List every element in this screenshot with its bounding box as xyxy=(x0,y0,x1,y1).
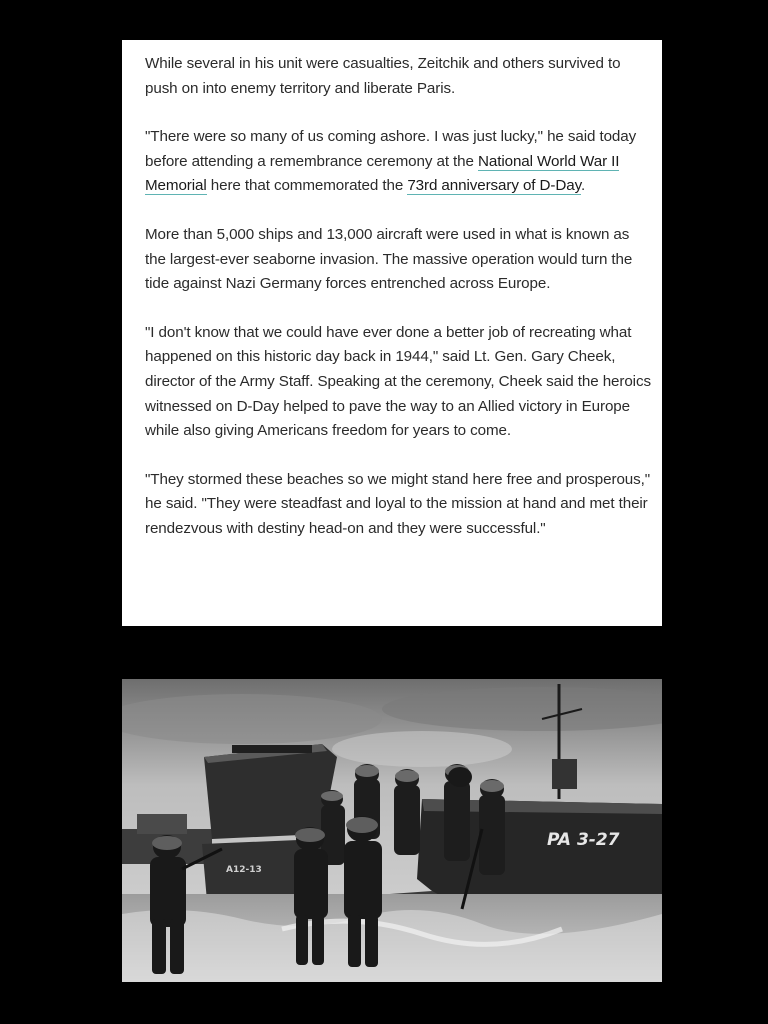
paragraph-4: "I don't know that we could have ever done a better job of recreating what happened on this historic day back in 1944," said Lt. Gen. Gary Cheek, director of the Army Staff. Speaking at the ceremony, Cheek said the heroics witnessed on D-Day helped to pave the way to an Allied victory in Europe while also giving Americans freedom for years to come. xyxy=(145,323,651,440)
article-card xyxy=(122,40,662,626)
paragraph-2-text-a: "There were so many of us coming ashore. I was just lucky," he said today before attending a remembrance ceremony at the xyxy=(145,128,637,170)
paragraph-2-text-c: . xyxy=(580,177,586,195)
paragraph-1: While several in his unit were casualties, Zeitchik and others survived to push on into enemy territory and liberate Paris. xyxy=(145,55,621,97)
dday-landing-illustration xyxy=(122,679,662,982)
paragraph-2 xyxy=(145,125,652,199)
link-national-ww2-memorial[interactable]: National World War II Memorial xyxy=(145,152,620,195)
link-73rd-anniversary-dday[interactable]: 73rd anniversary of D-Day xyxy=(407,177,581,195)
paragraph-2-text-b: here that commemorated the xyxy=(206,177,408,195)
boat-marking-side: A12-13 xyxy=(226,865,262,875)
boat-marking-main: PA 3-27 xyxy=(547,830,620,850)
dday-landing-photo xyxy=(122,679,662,982)
paragraph-3: More than 5,000 ships and 13,000 aircraft were used in what is known as the largest-ever seaborne invasion. The massive operation would turn the tide against Nazi Germany forces entrenched across Europe. xyxy=(145,225,633,293)
paragraph-5: "They stormed these beaches so we might stand here free and prosperous," he said. "They were steadfast and loyal to the mission at hand and met their rendezvous with destiny head-on and they were successful." xyxy=(145,470,651,537)
